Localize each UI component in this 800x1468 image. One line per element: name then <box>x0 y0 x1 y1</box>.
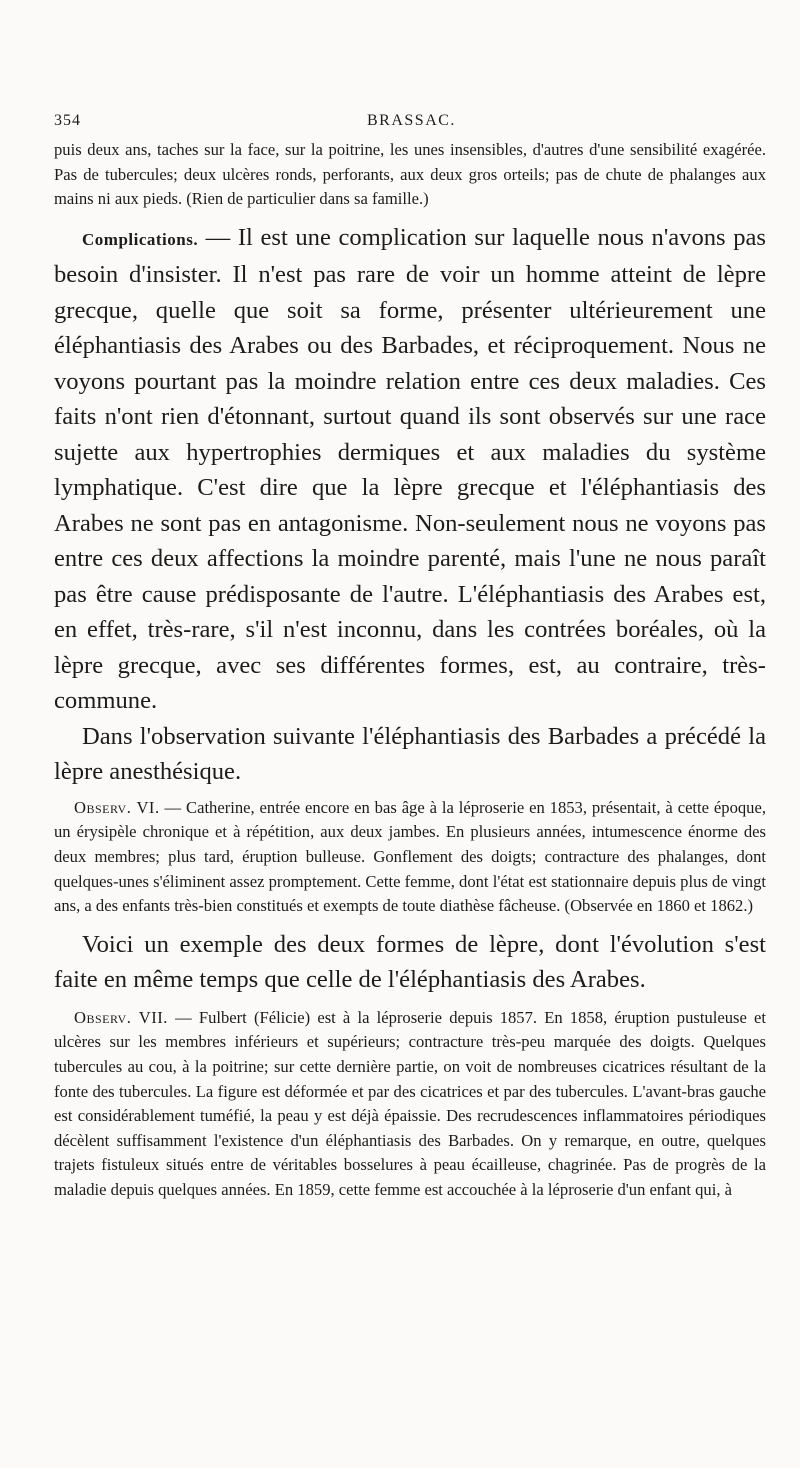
voici-paragraph: Voici un exemple des deux formes de lèpre, dont l'évolution s'est faite en même temps que celle de l'éléphantiasis des Arabes. <box>54 930 766 994</box>
running-head <box>54 112 766 138</box>
observation-6 <box>54 796 766 919</box>
observation-6-text: — Catherine, entrée encore en bas âge à la léproserie en 1853, présentait, à cette époque, un érysipèle chronique et à répétition, aux deux jambes. En plusieurs années, intumescence énorme des deux membres; plus tard, éruption bulleuse. Gonflement des doigts; contracture des phalanges, dont quelques-unes s'éliminent assez promptement. Cette femme, dont l'état est stationnaire depuis plus de vingt ans, a des enfants très-bien constitués et exempts de toute diathèse fâcheuse. (Observée en 1860 et 1862.) <box>54 797 766 916</box>
complications-paragraph <box>54 220 766 719</box>
barbades-paragraph: Dans l'observation suivante l'éléphantiasis des Barbades a précédé la lèpre anesthésique. <box>54 722 766 786</box>
observation-7-label: Observ. VII. <box>74 1007 168 1027</box>
observation-7-text: — Fulbert (Félicie) est à la léproserie depuis 1857. En 1858, éruption pustuleuse et ulcères sur les membres inférieurs et supérieurs; contracture très-peu marquée des doigts. Quelques tubercules au cou, à la poitrine; sur cette dernière partie, on voit de nombreuses cicatrices résultant de la fonte des tubercules. La figure est déformée et par des cicatrices et par des tubercules. L'avant-bras gauche est considérablement tuméfié, la peau y est déjà épaissie. Des recrudescences inflammatoires périodiques décèlent suffisamment l'existence d'un éléphantiasis des Barbades. On y remarque, en outre, quelques trajets fistuleux situés entre de véritables bosselures à peau écailleuse, chagrinée. Pas de progrès de la maladie depuis quelques années. En 1859, cette femme est accouchée à la léproserie d'un enfant qui, à <box>54 1007 766 1199</box>
running-title: BRASSAC. <box>367 112 456 129</box>
complications-text: — Il est une complication sur laquelle nous n'avons pas besoin d'insister. Il n'est pas rare de voir un homme atteint de lèpre grecque, quelle que soit sa forme, présenter ultérieurement une éléphantiasis des Arabes ou des Barbades, et réciproquement. Nous ne voyons pourtant pas la moindre relation entre ces deux maladies. Ces faits n'ont rien d'étonnant, surtout quand ils sont observés sur une race sujette aux hypertrophies dermiques et aux maladies du système lymphatique. C'est dire que la lèpre grecque et l'éléphantiasis des Arabes ne sont pas en antagonisme. Non-seulement nous ne voyons pas entre ces deux affections la moindre parenté, mais l'une ne nous paraît pas être cause prédisposante de l'autre. L'éléphantiasis des Arabes est, en effet, très-rare, s'il n'est inconnu, dans les contrées boréales, où la lèpre grecque, avec ses différentes formes, est, au contraire, très-commune. <box>54 223 766 715</box>
observation-6-label: Observ. VI. <box>74 797 160 817</box>
complications-label: Complications. <box>82 229 199 249</box>
page-number: 354 <box>54 112 81 129</box>
intro-paragraph: puis deux ans, taches sur la face, sur la poitrine, les unes insensibles, d'autres d'une sensibilité exagérée. Pas de tubercules; deux ulcères ronds, perforants, aux deux gros orteils; pas de chute de phalanges aux mains ni aux pieds. (Rien de particulier dans sa famille.) <box>54 140 766 209</box>
observation-7 <box>54 1006 766 1203</box>
book-page <box>54 112 766 1203</box>
